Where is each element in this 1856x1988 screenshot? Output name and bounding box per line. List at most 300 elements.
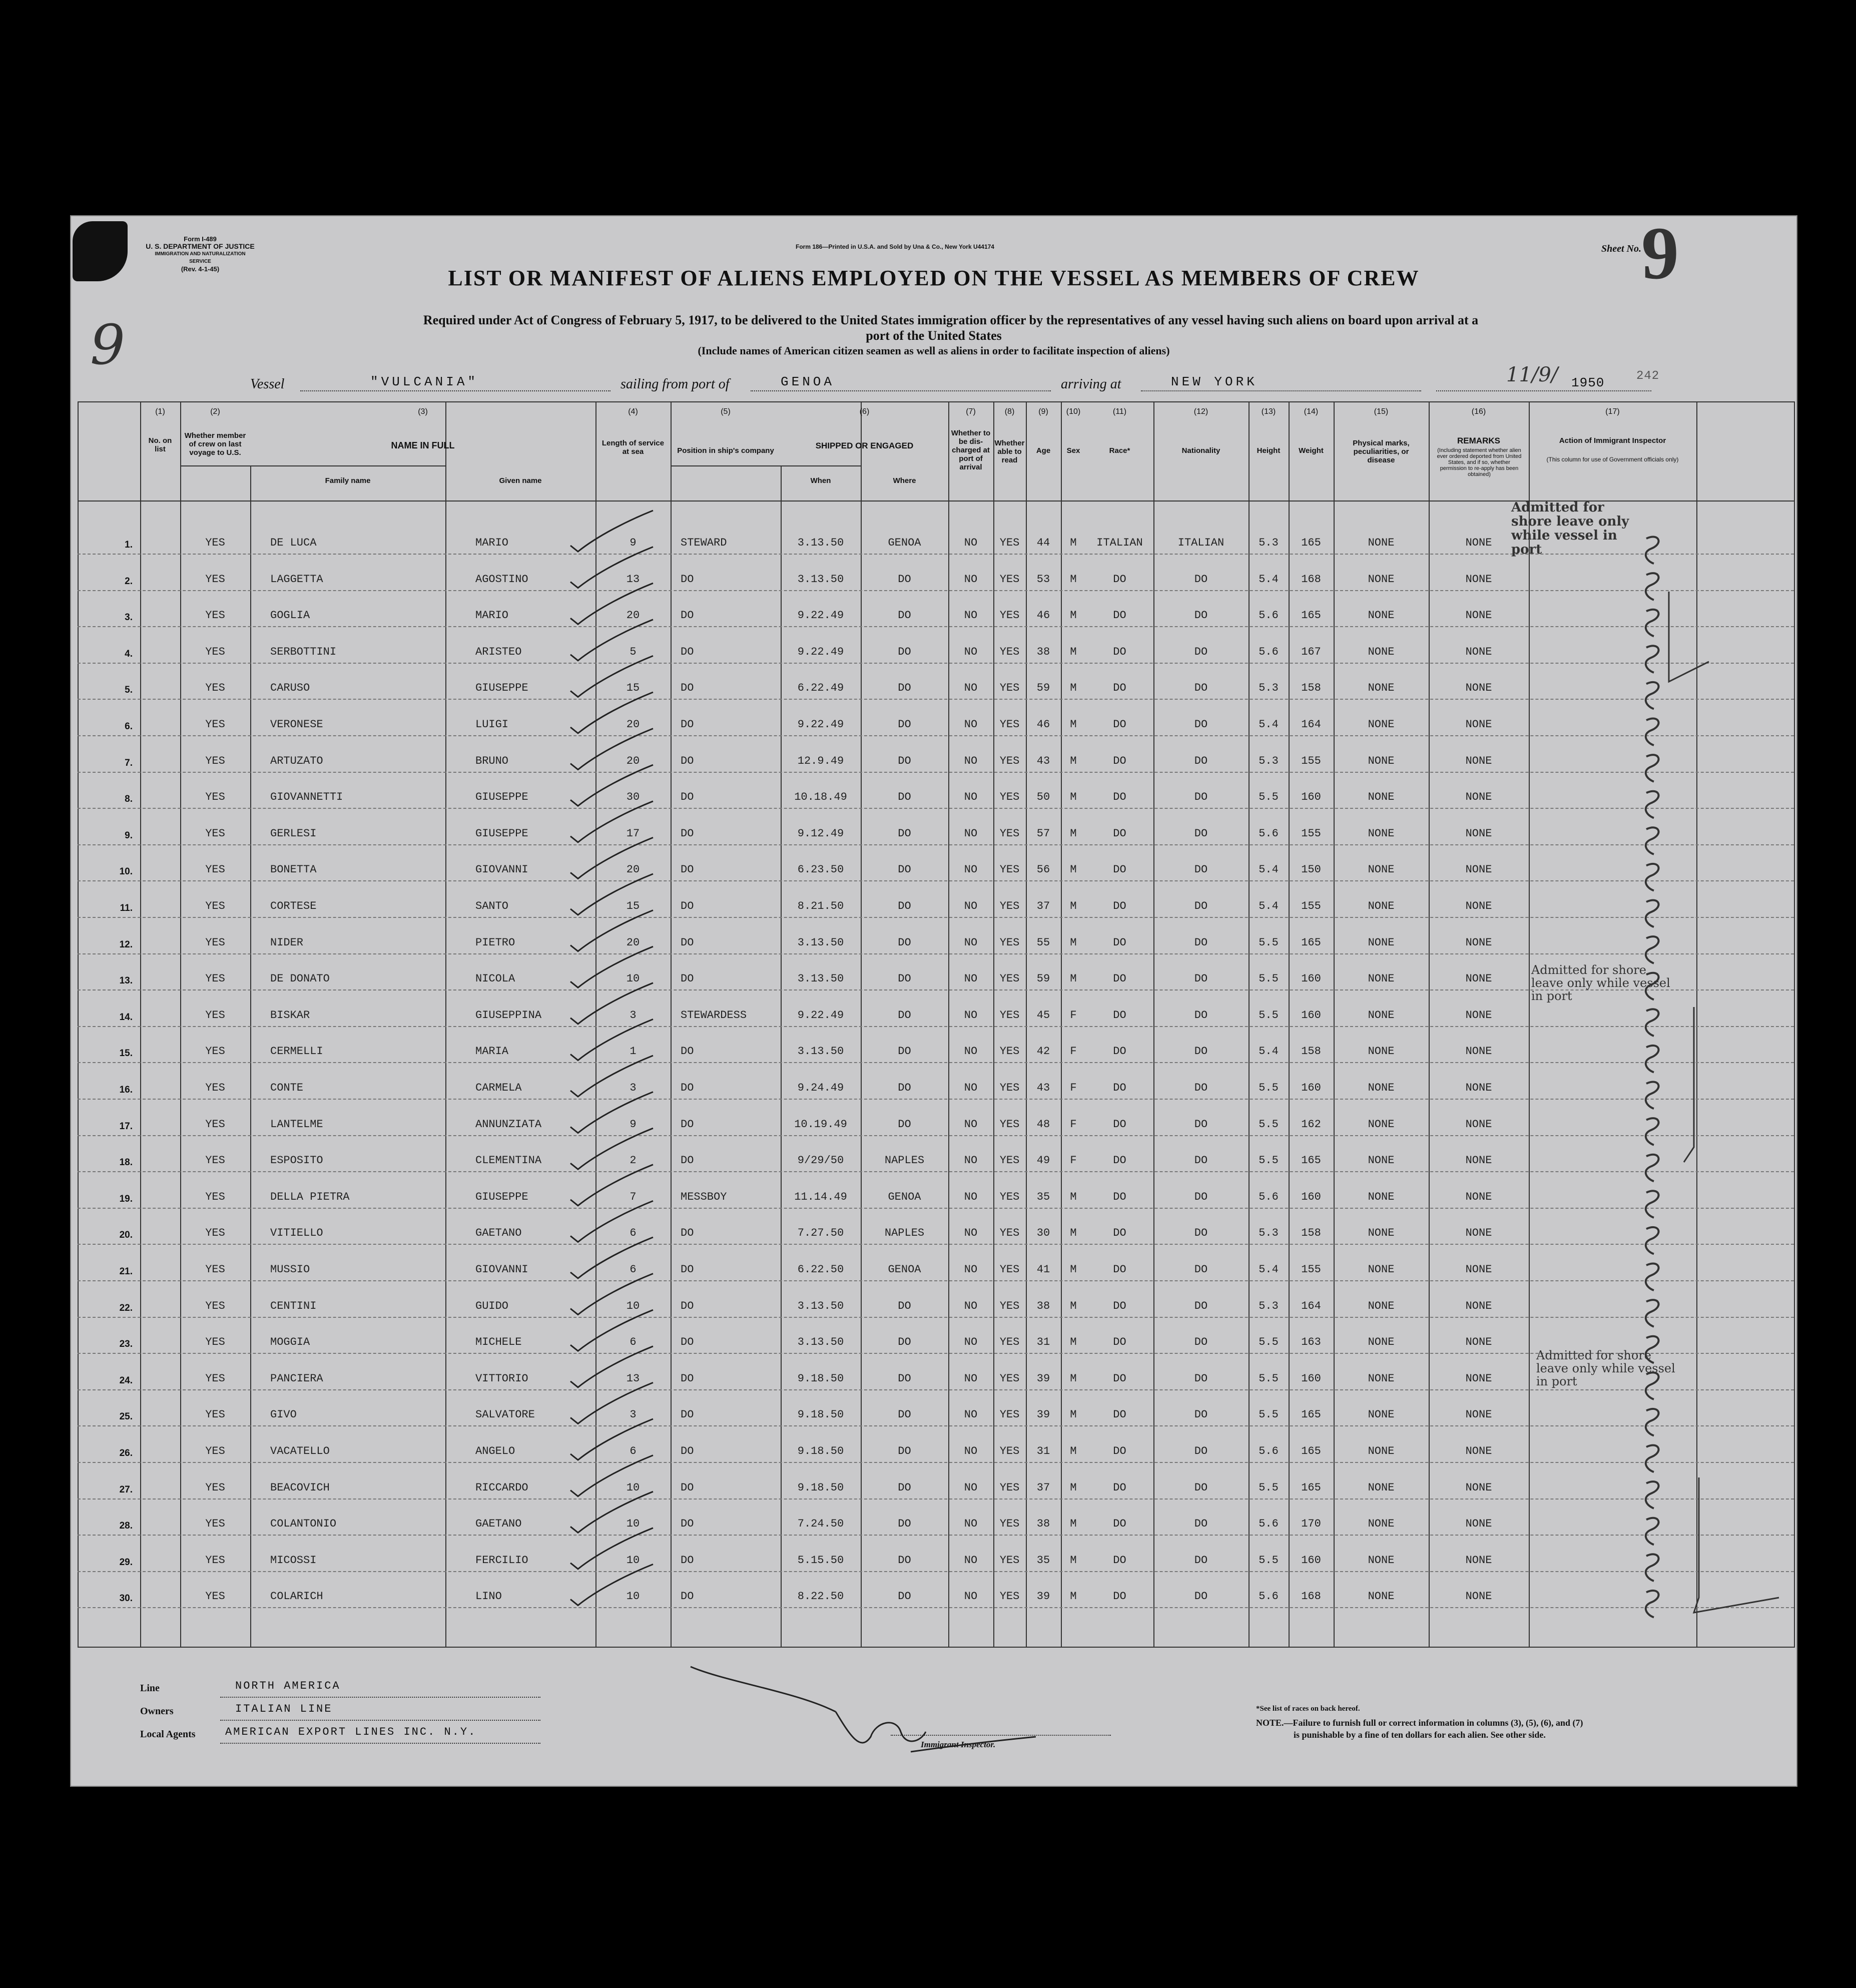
cell-discharged: NO (964, 1227, 978, 1240)
cell-race: ITALIAN (1096, 537, 1143, 549)
cell-family: GERLESI (270, 827, 317, 840)
column-number-c4_num: (4) (628, 407, 638, 416)
vessel-underline (300, 390, 610, 391)
cell-sex: M (1070, 1481, 1077, 1494)
cell-when: 7.24.50 (797, 1518, 844, 1531)
cell-family: DE DONATO (270, 972, 330, 985)
column-header-c5: Position in ship's company (677, 446, 774, 455)
cell-given: MARIO (475, 609, 509, 622)
cell-where: DO (898, 645, 911, 658)
cell-position: DO (681, 1227, 694, 1240)
cell-race: DO (1113, 1445, 1126, 1457)
cell-family: ARTUZATO (270, 754, 323, 767)
inspector-mark (1646, 610, 1659, 636)
cell-height: 5.5 (1259, 1481, 1279, 1494)
check-mark (570, 1092, 653, 1133)
row-number: 19. (119, 1193, 133, 1204)
cell-service: 1 (630, 1045, 637, 1058)
cell-family: COLARICH (270, 1590, 323, 1603)
cell-marks: NONE (1368, 1154, 1395, 1167)
cell-crew: YES (205, 791, 225, 804)
cell-race: DO (1113, 645, 1126, 658)
page-title: LIST OR MANIFEST OF ALIENS EMPLOYED ON THE VESSEL AS MEMBERS OF CREW (448, 266, 1420, 290)
cell-service: 5 (630, 645, 637, 658)
cell-read: YES (999, 972, 1020, 985)
cell-race: DO (1113, 1118, 1126, 1131)
cell-when: 3.13.50 (797, 936, 844, 949)
check-mark (570, 620, 653, 661)
cell-height: 5.6 (1259, 827, 1279, 840)
cell-read: YES (999, 1118, 1020, 1131)
cell-where: DO (898, 1518, 911, 1531)
cell-family: BONETTA (270, 863, 317, 876)
cell-sex: M (1070, 1299, 1077, 1312)
cell-where: DO (898, 936, 911, 949)
column-header-c2: Whether member of crew on last voyage to U.S. (184, 431, 246, 457)
cell-family: CERMELLI (270, 1045, 323, 1058)
cell-nationality: DO (1194, 1590, 1208, 1603)
cell-where: NAPLES (884, 1227, 925, 1240)
inspector-bracket (1669, 592, 1709, 682)
cell-position: DO (681, 1299, 694, 1312)
row-number: 16. (119, 1085, 133, 1095)
cell-remarks: NONE (1465, 1263, 1492, 1276)
cell-height: 5.6 (1259, 1590, 1279, 1603)
row-number: 29. (119, 1557, 133, 1568)
cell-read: YES (999, 1045, 1020, 1058)
cell-read: YES (999, 1154, 1020, 1167)
cell-discharged: NO (964, 1336, 978, 1349)
cell-height: 5.4 (1259, 1263, 1279, 1276)
row-number: 28. (119, 1521, 133, 1532)
inspector-mark (1646, 1118, 1659, 1145)
column-header-c16: REMARKS (1457, 436, 1500, 445)
cell-age: 55 (1036, 936, 1050, 949)
cell-read: YES (999, 682, 1020, 695)
cell-service: 10 (626, 1590, 640, 1603)
cell-when: 9.22.49 (797, 609, 844, 622)
cell-sex: F (1070, 1118, 1077, 1131)
cell-nationality: DO (1194, 1082, 1208, 1094)
cell-sex: F (1070, 1009, 1077, 1022)
cell-height: 5.6 (1259, 645, 1279, 658)
cell-discharged: NO (964, 1590, 978, 1603)
cell-discharged: NO (964, 1408, 978, 1421)
cell-position: DO (681, 1590, 694, 1603)
cell-sex: M (1070, 936, 1077, 949)
cell-remarks: NONE (1465, 682, 1492, 695)
cell-service: 10 (626, 1481, 640, 1494)
cell-remarks: NONE (1465, 1190, 1492, 1203)
cell-age: 57 (1036, 827, 1050, 840)
row-number: 3. (125, 612, 133, 623)
cell-where: DO (898, 1009, 911, 1022)
cell-remarks: NONE (1465, 1336, 1492, 1349)
cell-age: 46 (1036, 609, 1050, 622)
cell-crew: YES (205, 1154, 225, 1167)
cell-family: VERONESE (270, 718, 323, 731)
row-number: 7. (125, 757, 133, 768)
cell-given: AGOSTINO (475, 573, 528, 586)
cell-age: 38 (1036, 645, 1050, 658)
cell-service: 20 (626, 863, 640, 876)
inspector-mark (1646, 1082, 1659, 1109)
cell-family: MOGGIA (270, 1336, 310, 1349)
cell-discharged: NO (964, 609, 978, 622)
cell-discharged: NO (964, 1154, 978, 1167)
cell-remarks: NONE (1465, 1082, 1492, 1094)
cell-height: 5.6 (1259, 1518, 1279, 1531)
cell-marks: NONE (1368, 863, 1395, 876)
row-number: 6. (125, 721, 133, 732)
cell-position: DO (681, 609, 694, 622)
cell-read: YES (999, 900, 1020, 912)
cell-weight: 168 (1301, 1590, 1321, 1603)
cell-weight: 165 (1301, 1154, 1321, 1167)
cell-read: YES (999, 863, 1020, 876)
cell-where: DO (898, 1372, 911, 1385)
cell-discharged: NO (964, 791, 978, 804)
row-number: 5. (125, 685, 133, 696)
cell-when: 5.15.50 (797, 1554, 844, 1567)
cell-discharged: NO (964, 754, 978, 767)
row-number: 25. (119, 1411, 133, 1422)
agents-underline (220, 1743, 540, 1744)
cell-service: 15 (626, 682, 640, 695)
form-number: Form I-489 (184, 235, 217, 243)
cell-race: DO (1113, 754, 1126, 767)
agents-label: Local Agents (140, 1729, 196, 1740)
cell-age: 31 (1036, 1336, 1050, 1349)
cell-service: 20 (626, 718, 640, 731)
cell-crew: YES (205, 1082, 225, 1094)
inspector-bracket (1684, 1007, 1694, 1162)
arriving-port: NEW YORK (1171, 374, 1258, 389)
cell-age: 43 (1036, 754, 1050, 767)
cell-position: DO (681, 573, 694, 586)
cell-height: 5.4 (1259, 573, 1279, 586)
cell-given: GIOVANNI (475, 1263, 528, 1276)
check-mark (570, 1455, 653, 1497)
cell-weight: 165 (1301, 609, 1321, 622)
row-number: 1. (125, 540, 133, 550)
cell-family: CONTE (270, 1082, 304, 1094)
cell-sex: M (1070, 972, 1077, 985)
cell-marks: NONE (1368, 682, 1395, 695)
cell-given: GIUSEPPINA (475, 1009, 542, 1022)
cell-service: 9 (630, 537, 637, 549)
cell-when: 3.13.50 (797, 1045, 844, 1058)
cell-age: 38 (1036, 1518, 1050, 1531)
cell-remarks: NONE (1465, 1408, 1492, 1421)
cell-crew: YES (205, 936, 225, 949)
cell-where: DO (898, 1554, 911, 1567)
crew-table (78, 401, 1794, 1648)
column-header-c14: Weight (1299, 446, 1324, 455)
cell-race: DO (1113, 972, 1126, 985)
cell-marks: NONE (1368, 1082, 1395, 1094)
cell-nationality: DO (1194, 900, 1208, 912)
remarks-stamp-3: Admitted for shore leave only while vessel in port (1536, 1348, 1675, 1388)
cell-discharged: NO (964, 1082, 978, 1094)
cell-where: DO (898, 791, 911, 804)
cell-weight: 155 (1301, 754, 1321, 767)
cell-height: 5.5 (1259, 972, 1279, 985)
inspector-mark (1646, 827, 1659, 854)
check-mark (570, 1419, 653, 1460)
cell-read: YES (999, 573, 1020, 586)
cell-position: DO (681, 900, 694, 912)
cell-race: DO (1113, 573, 1126, 586)
cell-sex: M (1070, 1336, 1077, 1349)
cell-where: DO (898, 827, 911, 840)
column-number-c1_num: (1) (155, 407, 165, 416)
cell-sex: M (1070, 1445, 1077, 1457)
row-number: 30. (119, 1593, 133, 1604)
cell-discharged: NO (964, 1118, 978, 1131)
cell-height: 5.5 (1259, 1154, 1279, 1167)
inspector-mark (1646, 1591, 1659, 1617)
cell-when: 3.13.50 (797, 972, 844, 985)
cell-crew: YES (205, 1372, 225, 1385)
cell-remarks: NONE (1465, 900, 1492, 912)
cell-discharged: NO (964, 936, 978, 949)
cell-read: YES (999, 936, 1020, 949)
cell-read: YES (999, 1190, 1020, 1203)
cell-given: ANGELO (475, 1445, 515, 1457)
check-mark (570, 1492, 653, 1533)
cell-race: DO (1113, 1518, 1126, 1531)
cell-when: 6.22.50 (797, 1263, 844, 1276)
cell-race: DO (1113, 609, 1126, 622)
cell-read: YES (999, 1554, 1020, 1567)
cell-service: 20 (626, 936, 640, 949)
cell-given: MARIO (475, 537, 509, 549)
cell-family: LAGGETTA (270, 573, 323, 586)
check-mark (570, 1382, 653, 1423)
cell-weight: 170 (1301, 1518, 1321, 1531)
cell-when: 6.23.50 (797, 863, 844, 876)
cell-where: DO (898, 718, 911, 731)
manifest-sheet (70, 212, 1797, 1787)
cell-height: 5.5 (1259, 791, 1279, 804)
cell-race: DO (1113, 1154, 1126, 1167)
cell-race: DO (1113, 827, 1126, 840)
check-mark (570, 511, 653, 552)
cell-race: DO (1113, 791, 1126, 804)
cell-where: GENOA (888, 537, 921, 549)
sheet-number-label: Sheet No. (1601, 243, 1641, 254)
cell-weight: 164 (1301, 1299, 1321, 1312)
cell-service: 2 (630, 1154, 637, 1167)
inspector-mark (1646, 1009, 1659, 1036)
cell-nationality: DO (1194, 1009, 1208, 1022)
cell-race: DO (1113, 1336, 1126, 1349)
cell-remarks: NONE (1465, 1372, 1492, 1385)
inspector-mark (1646, 573, 1659, 600)
cell-race: DO (1113, 1481, 1126, 1494)
owners-underline (220, 1720, 540, 1721)
arrival-date-handwritten: 11/9/ (1506, 363, 1558, 386)
cell-sex: M (1070, 645, 1077, 658)
cell-read: YES (999, 1336, 1020, 1349)
cell-crew: YES (205, 827, 225, 840)
cell-remarks: NONE (1465, 1045, 1492, 1058)
cell-remarks: NONE (1465, 573, 1492, 586)
cell-sex: M (1070, 1190, 1077, 1203)
cell-crew: YES (205, 645, 225, 658)
cell-nationality: DO (1194, 1154, 1208, 1167)
cell-age: 37 (1036, 900, 1050, 912)
cell-family: COLANTONIO (270, 1518, 337, 1531)
cell-crew: YES (205, 682, 225, 695)
cell-service: 20 (626, 754, 640, 767)
cell-nationality: DO (1194, 573, 1208, 586)
check-mark (570, 910, 653, 951)
cell-age: 37 (1036, 1481, 1050, 1494)
column-number-c11_num: (11) (1112, 407, 1127, 416)
cell-given: GAETANO (475, 1518, 522, 1531)
cell-discharged: NO (964, 645, 978, 658)
cell-position: DO (681, 791, 694, 804)
cell-age: 42 (1036, 1045, 1050, 1058)
cell-crew: YES (205, 972, 225, 985)
cell-where: DO (898, 1481, 911, 1494)
cell-read: YES (999, 1263, 1020, 1276)
inspector-mark (1646, 1300, 1659, 1326)
cell-when: 10.18.49 (794, 791, 847, 804)
department-name: U. S. DEPARTMENT OF JUSTICE (146, 242, 255, 250)
cell-nationality: DO (1194, 1518, 1208, 1531)
cell-height: 5.5 (1259, 1336, 1279, 1349)
cell-height: 5.6 (1259, 1190, 1279, 1203)
cell-race: DO (1113, 1082, 1126, 1094)
column-header-c12: Nationality (1181, 446, 1220, 455)
cell-nationality: DO (1194, 1554, 1208, 1567)
cell-family: BEACOVICH (270, 1481, 330, 1494)
column-header-c3b: Given name (499, 476, 542, 485)
cell-height: 5.4 (1259, 1045, 1279, 1058)
cell-given: SANTO (475, 900, 509, 912)
cell-nationality: DO (1194, 682, 1208, 695)
cell-given: MARIA (475, 1045, 509, 1058)
cell-nationality: DO (1194, 754, 1208, 767)
column-header-c3: NAME IN FULL (391, 440, 455, 450)
column-number-c3_num: (3) (418, 407, 428, 416)
cell-read: YES (999, 1227, 1020, 1240)
cell-service: 10 (626, 1299, 640, 1312)
cell-family: PANCIERA (270, 1372, 323, 1385)
cell-height: 5.5 (1259, 1082, 1279, 1094)
cell-race: DO (1113, 1590, 1126, 1603)
cell-crew: YES (205, 1045, 225, 1058)
cell-given: GIOVANNI (475, 863, 528, 876)
cell-weight: 165 (1301, 1481, 1321, 1494)
cell-where: DO (898, 863, 911, 876)
cell-remarks: NONE (1465, 1481, 1492, 1494)
cell-discharged: NO (964, 1045, 978, 1058)
cell-family: CORTESE (270, 900, 317, 912)
cell-remarks: NONE (1465, 1227, 1492, 1240)
cell-read: YES (999, 827, 1020, 840)
check-mark (570, 583, 653, 624)
column-number-c5_num: (5) (721, 407, 731, 416)
cell-discharged: NO (964, 827, 978, 840)
cell-when: 9.18.50 (797, 1408, 844, 1421)
cell-position: DO (681, 718, 694, 731)
cell-position: DO (681, 1263, 694, 1276)
row-number: 4. (125, 648, 133, 659)
cell-discharged: NO (964, 972, 978, 985)
cell-discharged: NO (964, 1009, 978, 1022)
cell-race: DO (1113, 682, 1126, 695)
cell-marks: NONE (1368, 1299, 1395, 1312)
column-number-c15_num: (15) (1374, 407, 1389, 416)
cell-family: ESPOSITO (270, 1154, 323, 1167)
cell-when: 9.22.49 (797, 718, 844, 731)
cell-height: 5.3 (1259, 1299, 1279, 1312)
cell-family: DELLA PIETRA (270, 1190, 350, 1203)
cell-where: DO (898, 1045, 911, 1058)
cell-position: DO (681, 936, 694, 949)
inspector-mark (1646, 537, 1659, 564)
cell-position: DO (681, 1045, 694, 1058)
cell-read: YES (999, 609, 1020, 622)
cell-family: NIDER (270, 936, 304, 949)
inspector-mark (1646, 1227, 1659, 1254)
cell-when: 9.22.49 (797, 645, 844, 658)
remarks-stamp-1: Admitted for shore leave only while vessel in port (1511, 500, 1629, 557)
cell-height: 5.4 (1259, 863, 1279, 876)
cell-where: DO (898, 754, 911, 767)
cell-service: 13 (626, 1372, 640, 1385)
row-number: 9. (125, 830, 133, 841)
cell-race: DO (1113, 1263, 1126, 1276)
owners-value: ITALIAN LINE (235, 1703, 333, 1715)
cell-given: GAETANO (475, 1227, 522, 1240)
cell-position: DO (681, 1481, 694, 1494)
cell-service: 3 (630, 1009, 637, 1022)
cell-sex: M (1070, 827, 1077, 840)
cell-position: DO (681, 827, 694, 840)
cell-position: DO (681, 1154, 694, 1167)
cell-family: GIVO (270, 1408, 297, 1421)
row-number: 12. (119, 939, 133, 950)
inspector-mark (1646, 791, 1659, 818)
arriving-label: arriving at (1061, 376, 1121, 392)
requirement-line-2: port of the United States (866, 328, 1002, 343)
cell-marks: NONE (1368, 936, 1395, 949)
cell-race: DO (1113, 1554, 1126, 1567)
inspector-label: Immigrant Inspector. (921, 1740, 996, 1749)
cell-marks: NONE (1368, 1372, 1395, 1385)
line-underline (220, 1697, 540, 1698)
cell-marks: NONE (1368, 718, 1395, 731)
cell-service: 7 (630, 1190, 637, 1203)
cell-position: DO (681, 1118, 694, 1131)
column-number-c8_num: (8) (1004, 407, 1015, 416)
cell-age: 35 (1036, 1554, 1050, 1567)
check-mark (570, 1564, 653, 1605)
stamp-number: 242 (1636, 369, 1660, 383)
cell-given: BRUNO (475, 754, 509, 767)
cell-marks: NONE (1368, 827, 1395, 840)
inspector-mark (1646, 1554, 1659, 1581)
cell-discharged: NO (964, 1554, 978, 1567)
cell-nationality: DO (1194, 1408, 1208, 1421)
check-mark (570, 1056, 653, 1097)
form-revision: (Rev. 4-1-45) (181, 265, 220, 273)
